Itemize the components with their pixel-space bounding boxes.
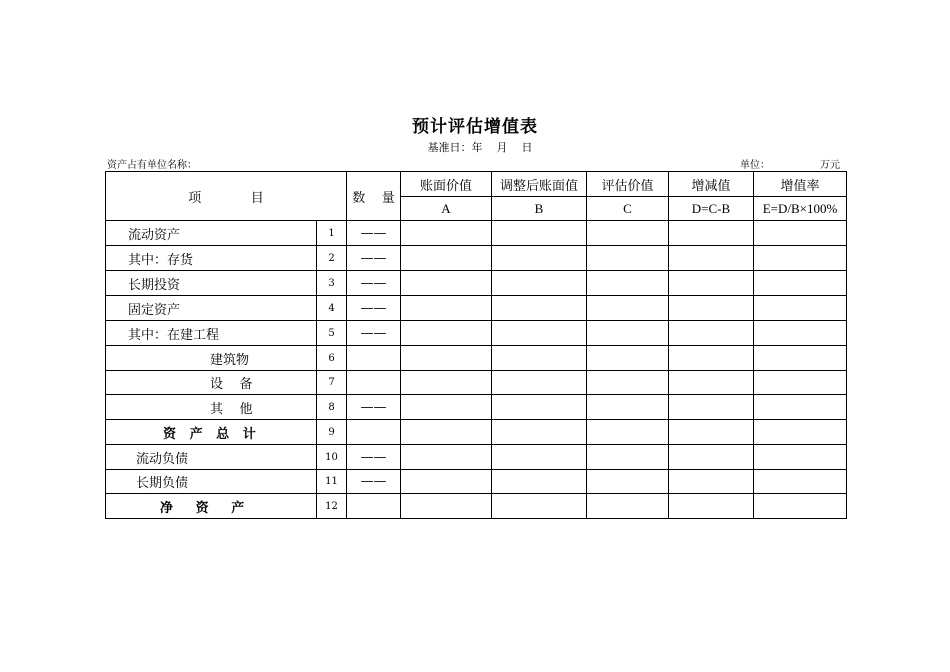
value-cell xyxy=(754,470,847,494)
row-label: 流动负债 xyxy=(106,445,317,470)
row-qty: —— xyxy=(347,321,401,346)
value-cell xyxy=(754,395,847,420)
header-adjusted-book-value: 调整后账面值 xyxy=(492,172,587,197)
value-cell xyxy=(754,445,847,470)
value-cell xyxy=(669,470,754,494)
header-growth-rate: 增值率 xyxy=(754,172,847,197)
value-cell xyxy=(587,346,669,371)
table-row xyxy=(106,395,847,420)
table-row xyxy=(106,371,847,395)
table-row xyxy=(106,296,847,321)
value-cell xyxy=(587,371,669,395)
owner-label: 资产占有单位名称： xyxy=(107,160,197,171)
value-cell xyxy=(587,420,669,445)
row-label: 固定资产 xyxy=(106,296,317,321)
value-cell xyxy=(754,246,847,271)
row-number: 9 xyxy=(317,420,347,445)
value-cell xyxy=(754,221,847,246)
table-row xyxy=(106,271,847,296)
row-number: 3 xyxy=(317,271,347,296)
row-label: 长期投资 xyxy=(106,271,317,296)
value-cell xyxy=(587,321,669,346)
row-label: 其中：存货 xyxy=(106,246,317,271)
row-qty: —— xyxy=(347,271,401,296)
row-qty xyxy=(347,346,401,371)
base-date-label: 基准日：年 月 日 xyxy=(427,141,533,154)
value-cell xyxy=(669,494,754,519)
value-cell xyxy=(754,346,847,371)
row-number: 10 xyxy=(317,445,347,470)
code-c: C xyxy=(587,197,669,221)
row-number: 2 xyxy=(317,246,347,271)
value-cell xyxy=(401,346,492,371)
row-label: 流动资产 xyxy=(106,221,317,246)
value-cell xyxy=(669,271,754,296)
value-cell xyxy=(492,321,587,346)
table-row xyxy=(106,346,847,371)
row-qty xyxy=(347,420,401,445)
header-change-value: 增减值 xyxy=(669,172,754,197)
header-row xyxy=(106,172,847,197)
row-label: 资 产 总 计 xyxy=(106,420,317,445)
table-row xyxy=(106,420,847,445)
value-cell xyxy=(492,271,587,296)
value-cell xyxy=(754,420,847,445)
value-cell xyxy=(587,470,669,494)
table-row xyxy=(106,445,847,470)
header-item: 项 目 xyxy=(106,172,347,221)
row-number: 5 xyxy=(317,321,347,346)
value-cell xyxy=(401,221,492,246)
value-cell xyxy=(754,494,847,519)
value-cell xyxy=(669,445,754,470)
value-cell xyxy=(587,395,669,420)
row-qty: —— xyxy=(347,470,401,494)
row-label: 其中：在建工程 xyxy=(106,321,317,346)
value-cell xyxy=(401,296,492,321)
value-cell xyxy=(492,371,587,395)
value-cell xyxy=(492,246,587,271)
row-label: 设 备 xyxy=(106,371,317,395)
header-appraised-value: 评估价值 xyxy=(587,172,669,197)
row-number: 12 xyxy=(317,494,347,519)
table-row xyxy=(106,221,847,246)
unit-value: 万元 xyxy=(820,160,840,171)
value-cell xyxy=(401,395,492,420)
value-cell xyxy=(401,271,492,296)
row-label: 长期负债 xyxy=(106,470,317,494)
value-cell xyxy=(492,470,587,494)
value-cell xyxy=(669,221,754,246)
row-number: 11 xyxy=(317,470,347,494)
value-cell xyxy=(754,371,847,395)
row-number: 8 xyxy=(317,395,347,420)
code-e: E=D/B×100% xyxy=(754,197,847,221)
value-cell xyxy=(669,371,754,395)
value-cell xyxy=(401,321,492,346)
code-a: A xyxy=(401,197,492,221)
value-cell xyxy=(754,271,847,296)
row-qty: —— xyxy=(347,296,401,321)
value-cell xyxy=(587,445,669,470)
value-cell xyxy=(401,445,492,470)
row-label: 建筑物 xyxy=(106,346,317,371)
table-row xyxy=(106,246,847,271)
row-label: 净 资 产 xyxy=(106,494,317,519)
value-cell xyxy=(669,395,754,420)
value-cell xyxy=(401,371,492,395)
value-cell xyxy=(492,221,587,246)
value-cell xyxy=(492,296,587,321)
code-d: D=C-B xyxy=(669,197,754,221)
value-cell xyxy=(587,271,669,296)
value-cell xyxy=(587,494,669,519)
row-number: 1 xyxy=(317,221,347,246)
row-qty: —— xyxy=(347,221,401,246)
row-qty xyxy=(347,494,401,519)
value-cell xyxy=(401,420,492,445)
unit-label: 单位： xyxy=(740,160,770,171)
value-cell xyxy=(669,246,754,271)
value-cell xyxy=(754,296,847,321)
value-cell xyxy=(492,346,587,371)
valuation-table xyxy=(105,171,847,519)
table-row xyxy=(106,494,847,519)
value-cell xyxy=(669,296,754,321)
value-cell xyxy=(587,221,669,246)
row-label: 其 他 xyxy=(106,395,317,420)
row-number: 6 xyxy=(317,346,347,371)
code-b: B xyxy=(492,197,587,221)
value-cell xyxy=(401,494,492,519)
value-cell xyxy=(587,296,669,321)
row-qty: —— xyxy=(347,395,401,420)
value-cell xyxy=(401,470,492,494)
value-cell xyxy=(669,346,754,371)
value-cell xyxy=(492,420,587,445)
value-cell xyxy=(587,246,669,271)
page-title: 预计评估增值表 xyxy=(412,117,538,137)
value-cell xyxy=(401,246,492,271)
value-cell xyxy=(669,420,754,445)
value-cell xyxy=(492,395,587,420)
header-qty: 数 量 xyxy=(347,172,401,221)
value-cell xyxy=(492,445,587,470)
row-qty: —— xyxy=(347,246,401,271)
value-cell xyxy=(492,494,587,519)
row-qty xyxy=(347,371,401,395)
table-row xyxy=(106,470,847,494)
value-cell xyxy=(754,321,847,346)
table-row xyxy=(106,321,847,346)
row-qty: —— xyxy=(347,445,401,470)
header-book-value: 账面价值 xyxy=(401,172,492,197)
value-cell xyxy=(669,321,754,346)
row-number: 4 xyxy=(317,296,347,321)
row-number: 7 xyxy=(317,371,347,395)
